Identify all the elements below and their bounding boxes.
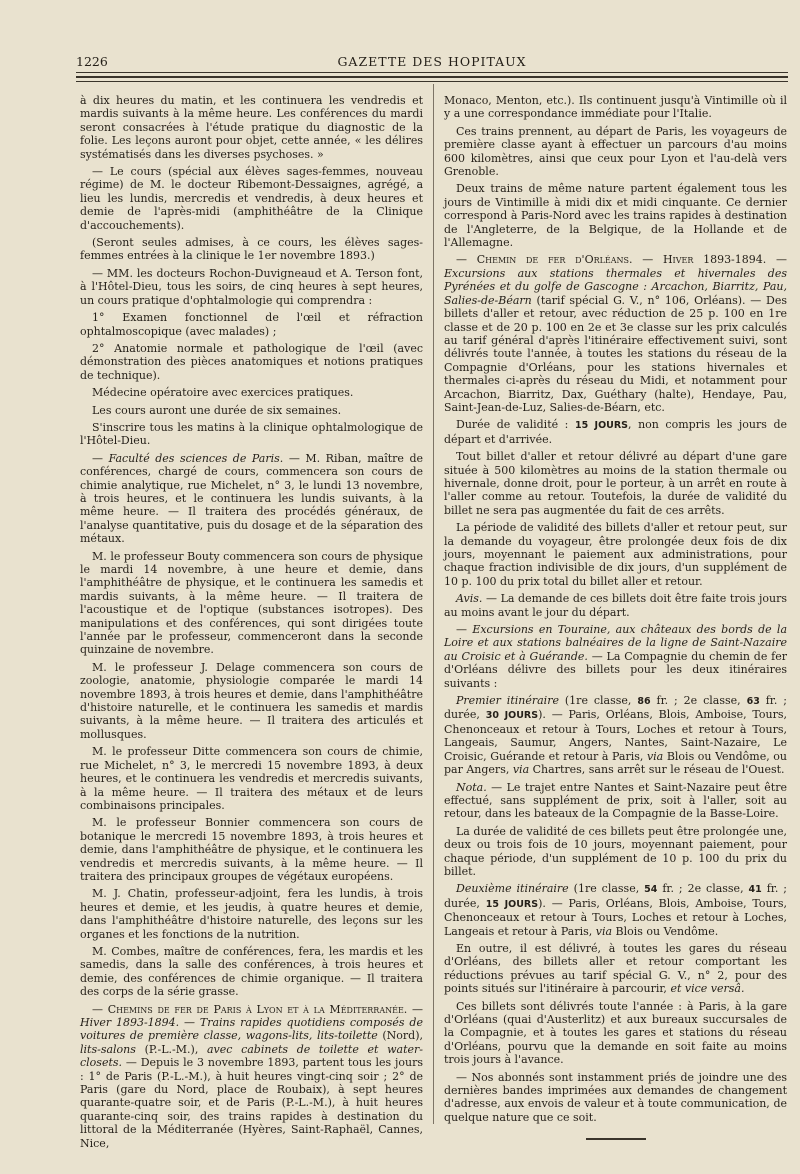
page-number: 1226 (76, 54, 108, 69)
paragraph-text: — Hiver 1893-1894. — (80, 1002, 423, 1029)
paragraph: (Seront seules admises, à ce cours, les élèves sages-femmes entrées à la clinique le 1er novembre 1893.) (80, 236, 423, 263)
paragraph: 1° Examen fonctionnel de l'œil et réfraction ophtalmoscopique (avec malades) ; (80, 311, 423, 338)
price: 63 (746, 696, 760, 708)
price: 86 (637, 696, 651, 708)
paragraph: M. le professeur Ditte commencera son cours de chimie, rue Michelet, n° 3, le mercredi 15 novembre 1893, à deux heures, et le continuera les vendredis et mercredis suivants, à la même heure. — Il traitera des métaux et de leurs combinaisons principales. (80, 745, 423, 812)
section-heading: Excursions en Touraine, aux châteaux des bords de la Loire et aux stations balnéaires de la ligne de Saint-Nazaire au Croisic et à Guérande. (444, 623, 788, 663)
notice-label: Avis. (456, 592, 483, 606)
paragraph: à dix heures du matin, et les continuera les vendredis et mardis suivants à la même heure. Les conférences du mardi seront consacrées à l'étude pratique du diagnostic de la folie. Les leçons auront pour objet, cette année, « les délires systématisés dans les diverses psychoses. » (80, 94, 423, 161)
page-header (76, 50, 788, 73)
paragraph-text: via (595, 924, 613, 938)
paragraph-text: fr. ; 2e classe, (657, 882, 749, 896)
paragraph: Deux trains de même nature partent également tous les jours de Vintimille à midi dix et midi cinquante. Ce dernier correspond à Paris-Nord avec les trains rapides à destination de l'Angleterre, de la Belgique, de la Hollande et de l'Allemagne. (444, 182, 787, 250)
paragraph: — MM. les docteurs Rochon-Duvigneaud et A. Terson font, à l'Hôtel-Dieu, tous les soirs, de cinq heures à sept heures, un cours pratique d'ophtalmologie qui comprendra : (80, 266, 423, 307)
section-heading: — Chemins de fer de Paris à Lyon et à la Méditerranée. (92, 1002, 408, 1016)
right-column (444, 94, 787, 1140)
paragraph-text: via (646, 749, 664, 763)
paragraph: Médecine opératoire avec exercices pratiques. (92, 386, 354, 400)
paragraph (444, 418, 787, 446)
paragraph-text: Trains rapides quotidiens composés de voitures de première classe, wagons-lits, lits-toilette (80, 1016, 423, 1043)
paragraph (444, 781, 787, 821)
paragraph-text: — La demande de ces billets doit être faite trois jours au moins avant le jour du départ. (444, 592, 787, 619)
paragraph-text: Durée de validité : (456, 418, 575, 432)
header-rule-thin (76, 81, 788, 82)
paragraph: La période de validité des billets d'aller et retour peut, sur la demande du voyageur, être prolongée deux fois de dix jours, moyennant le paiement aux administrations, pour chaque fraction indivisible de dix jours, d'un supplément de 10 p. 100 du prix total du billet aller et retour. (444, 521, 787, 588)
paragraph-text: fr. ; durée, (444, 694, 787, 722)
header-rule (76, 76, 788, 78)
itinerary-label: Deuxième itinéraire (456, 882, 569, 896)
paragraph-text: lits-salons (80, 1042, 136, 1056)
paragraph (444, 882, 787, 938)
paragraph (444, 694, 787, 776)
paragraph-text: avec cabinets de toilette et water-closets. (80, 1042, 423, 1070)
paragraph: 2° Anatomie normale et pathologique de l'œil (avec démonstration des pièces anatomiques et notions pratiques de technique). (80, 341, 423, 382)
paragraph-text: (1re classe, (558, 694, 638, 708)
validity-days: 30 JOURS (485, 710, 539, 722)
paragraph-text: , non compris les jours de départ et d'arrivée. (444, 418, 787, 446)
paragraph: M. Combes, maître de conférences, fera, les mardis et les samedis, dans la salle des conférences, à trois heures et demie, des conférences de chimie organique. — Il traitera des corps de la série grasse. (80, 944, 423, 999)
end-ornament (586, 1138, 646, 1140)
paragraph: — Nos abonnés sont instamment priés de joindre une des dernières bandes imprimées aux demandes de changement d'adresse, aux envois de valeur et à toute communication, de quelque nature que ce soit. (444, 1070, 787, 1124)
left-column (80, 94, 423, 1154)
paragraph-text: (1re classe, (568, 882, 645, 896)
paragraph-text: — La Compagnie du chemin de fer d'Orléans délivre des billets pour les deux itinéraires suivants : (444, 649, 787, 690)
paragraph-text: et vice versâ. (670, 982, 745, 996)
paragraph-text: — (766, 253, 788, 267)
notice-label: Nota. (456, 780, 487, 794)
paragraph-text: — Le trajet entre Nantes et Saint-Nazaire peut être effectué, sans supplément de prix, soit à l'aller, soit au retour, dans les bateaux de la Compagnie de la Basse-Loire. (444, 780, 787, 821)
paragraph: — Le cours (spécial aux élèves sages-femmes, nouveau régime) de M. le docteur Ribemont-Dessaignes, agrégé, a lieu les lundis, mercredis et vendredis, à deux heures et demie de l'après-midi (amphithéâtre de la Clinique d'accouchements). (80, 165, 423, 232)
paragraph (80, 1003, 423, 1150)
paragraph-text: (P.-L.-M.), (135, 1042, 207, 1056)
paragraph-text: fr. ; durée, (444, 882, 787, 910)
paragraph: Ces trains prennent, au départ de Paris, les voyageurs de première classe ayant à effectuer un parcours d'au moins 600 kilomètres, ainsi que ceux pour Lyon et l'au-delà vers Grenoble. (444, 124, 787, 179)
paragraph (444, 592, 787, 619)
paragraph: M. le professeur Bouty commencera son cours de physique le mardi 14 novembre, à une heure et demie, dans l'amphithéâtre de physique, et le continuera les samedis et mardis suivants, à la même heure. — Il traitera de l'acoustique et de l'optique (substances isotropes). Des manipulations et des conférences, qui sont dirigées toute l'année par le professeur, commenceront dans la seconde quinzaine de novembre. (80, 549, 423, 657)
itinerary-label: Premier itinéraire (456, 694, 559, 708)
paragraph-text: — M. Riban, maître de conférences, chargé de cours, commencera son cours de chimie analytique, rue Michelet, n° 3, le lundi 13 novembre, à trois heures, et le continuera les lundis suivants, à la même heure. — Il traitera des procédés généraux, de l'analyse quantitative, puis du dosage et de la séparation des métaux. (80, 451, 423, 546)
paragraph-text: via (512, 763, 530, 777)
paragraph-text: ). — Paris, Orléans, Blois, Amboise, Tours, Chenonceaux et retour à Tours, Loches et retour à Loches, Langeais et retour à Paris, (444, 896, 787, 938)
paragraph-text: En outre, il est délivré, à toutes les gares du réseau d'Orléans, des billets aller et retour comportant les réductions prévues au tarif spécial G. V., n° 2, pour des points situés sur l'itinéraire à parcourir, (444, 941, 787, 996)
paragraph: Ces billets sont délivrés toute l'année : à Paris, à la gare d'Orléans (quai d'Austerlitz) et aux bureaux succursales de la Compagnie, et à toutes les gares et stations du réseau d'Orléans, pourvu que la demande en soit faite au moins trois jours à l'avance. (444, 999, 787, 1067)
paragraph-text: (tarif spécial G. V., n° 106, Orléans). — Des billets d'aller et retour, avec réduction de 25 p. 100 en 1re classe et de 20 p. 100 en 2e et 3e classe sur les prix calculés au tarif général d'après l'itinéraire effectivement suivi, sont délivrés toute l'année, à toutes les stations du réseau de la Compagnie d'Orléans, pour les stations hivernales et thermales ci-après du réseau du Midi, et notamment pour Arcachon, Biarritz, Dax, Guéthary (halte), Hendaye, Pau, Saint-Jean-de-Luz, Salies-de-Béarn, etc. (444, 293, 787, 414)
paragraph: La durée de validité de ces billets peut être prolongée une, deux ou trois fois de 10 jours, moyennant paiement, pour chaque période, d'un supplément de 10 p. 100 du prix du billet. (444, 824, 787, 878)
paragraph-text: ). — Paris, Orléans, Blois, Amboise, Tours, Chenonceaux et retour à Tours, Loches et retour à Tours, Langeais, Saumur, Angers, Nantes, Saint-Nazaire, Le Croisic, Guérande et retour à Paris, (444, 708, 787, 763)
section-heading: Faculté des sciences de Paris. (108, 451, 284, 465)
paragraph (444, 253, 787, 414)
paragraph: Monaco, Menton, etc.). Ils continuent jusqu'à Vintimille où il y a une correspondance immédiate pour l'Italie. (444, 94, 787, 121)
validity-days: 15 JOURS (485, 898, 539, 910)
paragraph (444, 623, 787, 690)
paragraph: S'inscrire tous les matins à la clinique ophtalmologique de l'Hôtel-Dieu. (80, 420, 423, 448)
paragraph: M. le professeur Bonnier commencera son cours de botanique le mercredi 15 novembre 1893, à trois heures et demie, dans l'amphithéâtre de physique, et le continuera les vendredis et mercredis suivants, à la même heure. — Il traitera des principaux groupes de végétaux européens. (80, 816, 423, 883)
paragraph: — Faculté des sciences de Paris. — M. Riban, maître de conférences, chargé de cours, commencera son cours de chimie analytique, rue Michelet, n° 3, le lundi 13 novembre, à trois heures, et le continuera les lundis suivants, à la même heure. — Il traitera des procédés généraux, de l'analyse quantitative, puis du dosage et de la séparation des métaux. (80, 451, 423, 546)
price: 41 (748, 884, 762, 896)
paragraph-text: Blois ou Vendôme. (612, 924, 719, 938)
paragraph-text: Chartres, sans arrêt sur le réseau de l'Ouest. (529, 763, 785, 777)
paragraph-text: (Nord), (377, 1029, 423, 1043)
paragraph-text: — Depuis le 3 novembre 1893, partent tous les jours : 1° de Paris (P.-L.-M.), à huit heures vingt-cinq soir ; 2° de Paris (gare du Nord, place de Roubaix), à sept heures quarante-quatre soir, et de Paris (P.-L.-M.), à huit heures quarante-cinq soir, des trains rapides à destination du littoral de la Méditerranée (Hyères, Saint-Raphaël, Cannes, Nice, (80, 1056, 423, 1150)
price: 54 (644, 884, 658, 896)
paragraph-text: Blois ou Vendôme, ou par Angers, (444, 749, 787, 777)
paragraph: M. J. Chatin, professeur-adjoint, fera les lundis, à trois heures et demie, et les jeudis, à quatre heures et demie, dans l'amphithéâtre d'histoire naturelle, des leçons sur les organes et les fonctions de la nutrition. (80, 887, 423, 941)
validity-days: 15 JOURS (574, 420, 629, 432)
paragraph: M. le professeur J. Delage commencera son cours de zoologie, anatomie, physiologie comparée le mardi 14 novembre 1893, à trois heures et demie, dans l'amphithéâtre d'histoire naturelle, et le continuera les samedis et mardis suivants, à la même heure. — Il traitera des articulés et mollusques. (80, 660, 423, 741)
journal-title: GAZETTE DES HOPITAUX (337, 54, 527, 69)
paragraph-text: fr. ; 2e classe, (650, 694, 747, 708)
paragraph: Les cours auront une durée de six semaines. (92, 403, 342, 417)
paragraph-text: Excursions aux stations thermales et hivernales des Pyrénées et du golfe de Gascogne : Arcachon, Biarritz, Pau, Salies-de-Béarn (444, 266, 787, 307)
paragraph (444, 942, 787, 996)
paragraph: Tout billet d'aller et retour délivré au départ d'une gare située à 500 kilomètres au moins de la station thermale ou hivernale, donne droit, pour le porteur, à un arrêt en route à l'aller comme au retour. Toutefois, la durée de validité du billet ne sera pas augmentée du fait de ces arrêts. (444, 450, 787, 517)
section-heading: — Chemin de fer d'Orléans. — Hiver 1893-1894. (456, 253, 767, 267)
paragraph-text: — (456, 623, 473, 637)
